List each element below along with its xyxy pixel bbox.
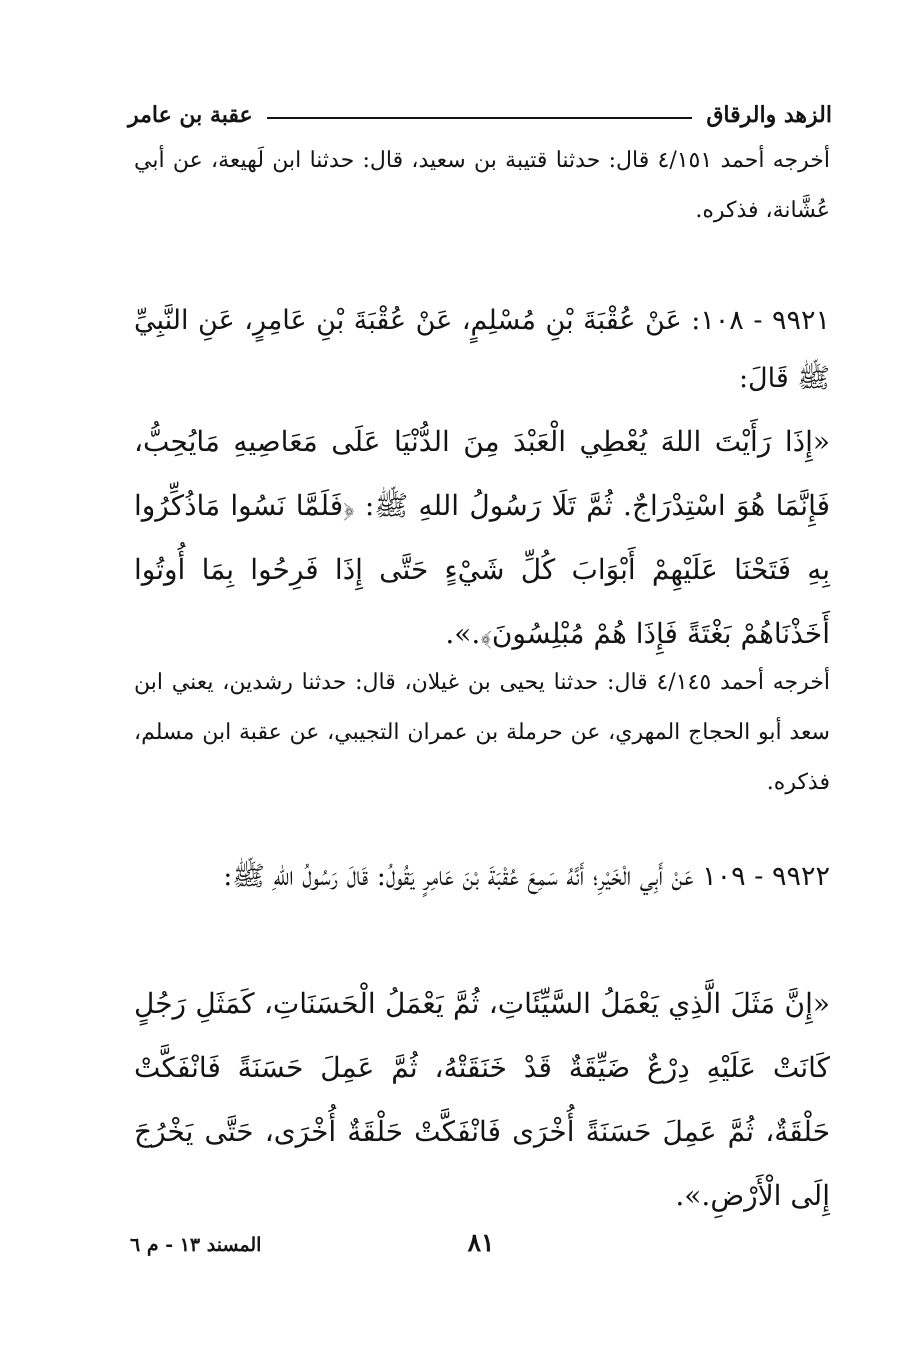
header-chapter-title: عقبة بن عامر	[128, 102, 253, 128]
page-footer	[130, 1228, 832, 1268]
hadith-text-9921: «إِذَا رَأَيْتَ اللهَ يُعْطِي الْعَبْدَ مِنَ الدُّنْيَا عَلَى مَعَاصِيهِ مَايُحِبُّ، فَإِنَّمَا هُوَ اسْتِدْرَاجٌ. ثُمَّ تَلَا رَسُولُ اللهِ ﷺ: ﴿فَلَمَّا نَسُوا مَاذُكِّرُوا بِهِ فَتَحْنَا عَلَيْهِمْ أَبْوَابَ كُلِّ شَيْءٍ حَتَّى إِذَا فَرِحُوا بِمَا أُوتُوا أَخَذْنَاهُمْ بَغْتَةً فَإِذَا هُمْ مُبْلِسُونَ﴾.».	[134, 425, 830, 650]
hadith-heading-9921: ٩٩٢١ - ١٠٨: عَنْ عُقْبَةَ بْنِ مُسْلِمٍ، عَنْ عُقْبَةَ بْنِ عَامِرٍ، عَنِ النَّبِيِّ ﷺ قَالَ:	[134, 305, 830, 394]
source-note-1: أخرجه أحمد ٤/١٥١ قال: حدثنا قتيبة بن سعيد، قال: حدثنا ابن لَهيعة، عن أبي عُشَّانة، فذكره.	[134, 148, 830, 223]
signature-mark: المسند ١٣ - م ٦	[130, 1234, 262, 1256]
header-rule	[267, 117, 693, 119]
source-note-2: أخرجه أحمد ٤/١٤٥ قال: حدثنا يحيى بن غيلان، قال: حدثنا رشدين، يعني ابن سعد أبو الحجاج المهري، عن حرملة بن عمران التجيبي، عن عقبة ابن مسلم، فذكره.	[134, 670, 830, 795]
hadith-text-9922: «إِنَّ مَثَلَ الَّذِي يَعْمَلُ السَّيِّئَاتِ، ثُمَّ يَعْمَلُ الْحَسَنَاتِ، كَمَثَلِ رَجُلٍ كَانَتْ عَلَيْهِ دِرْعٌ ضَيِّقَةٌ قَدْ خَنَقَتْهُ، ثُمَّ عَمِلَ حَسَنَةً فَانْفَكَّتْ حَلْقَةٌ، ثُمَّ عَمِلَ حَسَنَةً أُخْرَى فَانْفَكَّتْ حَلْقَةٌ أُخْرَى، حَتَّى يَخْرُجَ إِلَى الْأَرْضِ.».	[134, 987, 830, 1212]
running-header	[128, 98, 832, 132]
header-book-title: الزهد والرقاق	[706, 102, 832, 128]
page-number: ٨١	[467, 1228, 495, 1257]
hadith-heading-9922: ٩٩٢٢ - ١٠٩ عَنْ أَبِي الْخَيْرِ؛ أَنَّهُ سَمِعَ عُقْبَةَ بْنَ عَامِرٍ يَقُولُ: قَالَ رَسُولُ اللهِ ﷺ:	[223, 861, 830, 892]
